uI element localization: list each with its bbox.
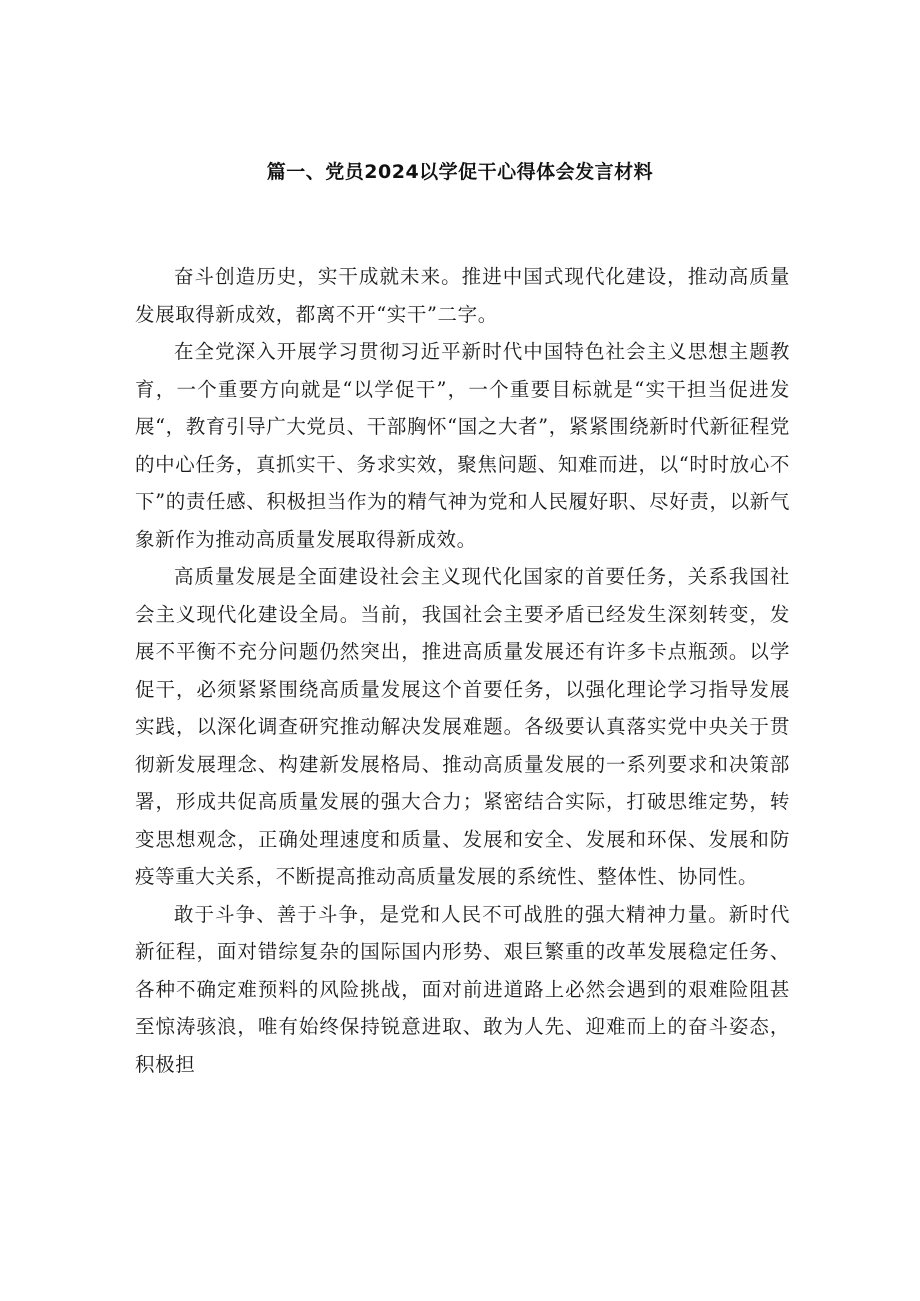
document-body <box>135 258 790 1083</box>
paragraph-1: 奋斗创造历史，实干成就未来。推进中国式现代化建设，推动高质量发展取得新成效，都离不开“实干”二字。 <box>135 265 790 326</box>
document-title: 篇一、党员2024以学促干心得体会发言材料 <box>266 161 654 183</box>
paragraph-3: 高质量发展是全面建设社会主义现代化国家的首要任务，关系我国社会主义现代化建设全局。当前，我国社会主要矛盾已经发生深刻转变，发展不平衡不充分问题仍然突出，推进高质量发展还有许多卡点瓶颈。以学促干，必须紧紧围绕高质量发展这个首要任务，以强化理论学习指导发展实践，以深化调查研究推动解决发展难题。各级要认真落实党中央关于贯彻新发展理念、构建新发展格局、推动高质量发展的一系列要求和决策部署，形成共促高质量发展的强大合力；紧密结合实际，打破思维定势，转变思想观念，正确处理速度和质量、发展和安全、发展和环保、发展和防疫等重大关系，不断提高推动高质量发展的系统性、整体性、协同性。 <box>135 565 790 888</box>
paragraph-2: 在全党深入开展学习贯彻习近平新时代中国特色社会主义思想主题教育，一个重要方向就是“以学促干”，一个重要目标就是“实干担当促进发展“，教育引导广大党员、干部胸怀“国之大者”，紧紧围绕新时代新征程党的中心任务，真抓实干、务求实效，聚焦问题、知难而进，以“时时放心不下”的责任感、积极担当作为的精气神为党和人民履好职、尽好责，以新气象新作为推动高质量发展取得新成效。 <box>135 340 790 551</box>
paragraph-4: 敢于斗争、善于斗争，是党和人民不可战胜的强大精神力量。新时代新征程，面对错综复杂的国际国内形势、艰巨繁重的改革发展稳定任务、各种不确定难预料的风险挑战，面对前进道路上必然会遇到的艰难险阻甚至惊涛骇浪，唯有始终保持锐意进取、敢为人先、迎难而上的奋斗姿态，积极担 <box>135 902 790 1076</box>
